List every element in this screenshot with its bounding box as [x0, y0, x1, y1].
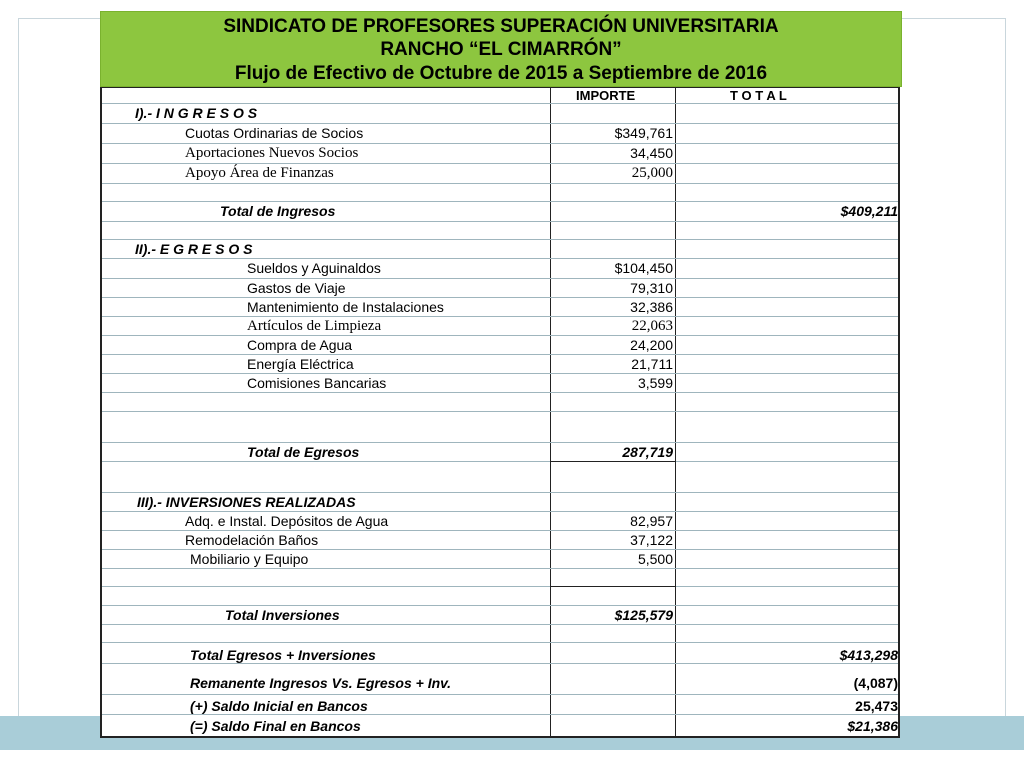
egreso-label: Compra de Agua: [247, 337, 353, 353]
blank-row: [102, 587, 898, 606]
total-egresos-row: [102, 443, 898, 462]
total-ingresos-row: [102, 202, 898, 222]
egreso-label: Mantenimiento de Instalaciones: [247, 299, 444, 315]
inversion-label: Mobiliario y Equipo: [190, 551, 309, 567]
ingreso-label: Cuotas Ordinarias de Socios: [185, 125, 364, 141]
summary-row: [102, 664, 898, 695]
ingreso-label: Apoyo Área de Finanzas: [185, 165, 334, 181]
total-inversiones-value: $125,579: [614, 607, 673, 623]
table-row: [102, 336, 898, 355]
summary-label: (+) Saldo Inicial en Bancos: [190, 698, 368, 714]
summary-total: (4,087): [853, 675, 898, 691]
table-row: [102, 317, 898, 336]
blank-row: [102, 569, 898, 587]
summary-row: [102, 715, 898, 735]
blank-row: [102, 184, 898, 202]
title-line-3: Flujo de Efectivo de Octubre de 2015 a Septiembre de 2016: [234, 63, 768, 84]
table-row: [102, 124, 898, 144]
ingresos-heading: I).- I N G R E S O S: [135, 105, 258, 121]
ingreso-importe: 34,450: [630, 145, 673, 161]
inversion-importe: 37,122: [630, 532, 673, 548]
total-ingresos-label: Total de Ingresos: [220, 203, 336, 219]
total-egresos-value: 287,719: [622, 444, 673, 460]
egreso-importe: 24,200: [630, 337, 673, 353]
total-inversiones-row: [102, 606, 898, 625]
egreso-label: Gastos de Viaje: [247, 280, 346, 296]
ingreso-importe: 25,000: [631, 165, 673, 181]
total-inversiones-label: Total Inversiones: [225, 607, 340, 623]
egreso-importe: 3,599: [637, 375, 673, 391]
egreso-label: Sueldos y Aguinaldos: [247, 260, 381, 276]
summary-label: (=) Saldo Final en Bancos: [190, 718, 361, 734]
egreso-label: Artículos de Limpieza: [247, 318, 382, 334]
egreso-importe: $104,450: [614, 260, 673, 276]
egreso-importe: 21,711: [631, 356, 673, 372]
importe-header: IMPORTE: [576, 88, 636, 103]
inversion-importe: 82,957: [630, 513, 673, 529]
table-row: [102, 279, 898, 298]
title-banner: [100, 11, 902, 87]
title-line-2: RANCHO “EL CIMARRÓN”: [380, 39, 622, 60]
summary-total: $21,386: [847, 718, 898, 734]
inversion-importe: 5,500: [637, 551, 673, 567]
egresos-heading: II).- E G R E S O S: [135, 241, 253, 257]
title-line-1: SINDICATO DE PROFESORES SUPERACIÓN UNIVERSITARIA: [223, 16, 779, 37]
table-row: [102, 512, 898, 531]
table-row: [102, 144, 898, 164]
summary-total: $413,298: [839, 647, 898, 663]
summary-row: [102, 643, 898, 664]
table-row: [102, 550, 898, 569]
summary-label: Remanente Ingresos Vs. Egresos + Inv.: [190, 675, 452, 691]
table-row: [102, 355, 898, 374]
blank-row: [102, 462, 898, 493]
egreso-label: Comisiones Bancarias: [247, 375, 387, 391]
egreso-importe: 79,310: [630, 280, 673, 296]
table-row: [102, 298, 898, 317]
inversiones-heading-row: [102, 493, 898, 512]
summary-row: [102, 695, 898, 715]
ingreso-importe: $349,761: [614, 125, 673, 141]
inversion-label: Adq. e Instal. Depósitos de Agua: [185, 513, 389, 529]
cash-flow-table: [100, 87, 900, 738]
egreso-importe: 22,063: [631, 318, 673, 334]
table-row: [102, 374, 898, 393]
summary-label: Total Egresos + Inversiones: [190, 647, 376, 663]
blank-row: [102, 625, 898, 643]
table-row: [102, 164, 898, 184]
total-ingresos-value: $409,211: [840, 203, 898, 219]
blank-row: [102, 393, 898, 412]
egresos-heading-row: [102, 240, 898, 259]
table-row: [102, 259, 898, 279]
egreso-label: Energía Eléctrica: [247, 356, 354, 372]
blank-row: [102, 412, 898, 443]
ingresos-heading-row: [102, 104, 898, 124]
summary-total: 25,473: [855, 698, 898, 714]
egreso-importe: 32,386: [630, 299, 673, 315]
total-header: T O T A L: [730, 88, 787, 103]
ingreso-label: Aportaciones Nuevos Socios: [185, 145, 359, 161]
total-egresos-label: Total de Egresos: [247, 444, 360, 460]
table-row: [102, 531, 898, 550]
header-row: [102, 88, 898, 104]
blank-row: [102, 222, 898, 240]
inversiones-heading: III).- INVERSIONES REALIZADAS: [137, 494, 356, 510]
inversion-label: Remodelación Baños: [185, 532, 319, 548]
